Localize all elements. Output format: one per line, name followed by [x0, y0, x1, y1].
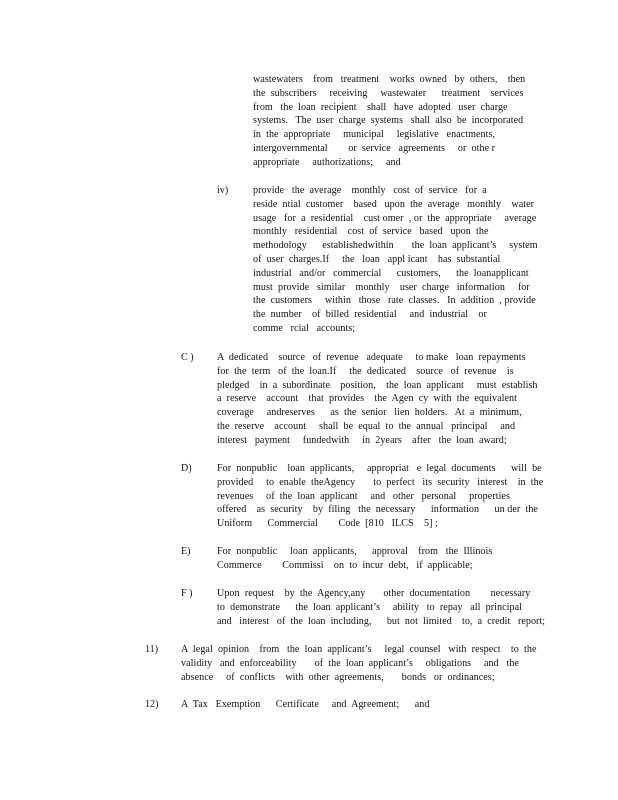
text-line: pledged in a subordinate position, the loan applicant must establish	[217, 379, 538, 391]
text-line: A legal opinion from the loan applicant’s legal counsel with respect to the	[181, 644, 537, 655]
text-line: Upon request by the Agency,any other documentation necessary	[217, 588, 531, 599]
item-f-paragraph	[217, 587, 547, 628]
text-line: provided to enable theAgency to perfect its security interest in the	[217, 476, 544, 488]
text-line: monthly residential cost of service based upon the	[253, 226, 489, 238]
text-line: revenues of the loan applicant and other personal properties	[217, 490, 510, 502]
text-line: for the term of the loan.If the dedicated source of revenue is	[217, 365, 514, 377]
text-line: interest payment fundedwith in 2years after the loan award;	[217, 434, 507, 446]
continued-paragraph	[253, 73, 525, 170]
text-line: industrial and/or commercial customers, the loanapplicant	[253, 267, 529, 279]
text-line: systems. The user charge systems shall also be incorporated	[253, 115, 524, 127]
text-line: and interest of the loan including, but not limited to, a credit report;	[217, 615, 546, 627]
text-line: wastewaters from treatment works owned by others, then	[253, 74, 526, 85]
item-iv-label: iv)	[217, 185, 229, 196]
text-line: the number of billed residential and industrial or	[253, 309, 487, 321]
text-line: Uniform Commercial Code [810 ILCS 5] ;	[217, 518, 438, 530]
text-line: of user charges.If the loan appl icant has substantial	[253, 253, 501, 265]
text-line: appropriate authorizations; and	[253, 156, 401, 168]
text-line: coverage andreserves as the senior lien holders. At a minimum,	[217, 407, 522, 419]
text-line: A Tax Exemption Certificate and Agreement; and	[181, 699, 430, 710]
item-d-label: D)	[181, 463, 192, 474]
text-line: Commerce Commissi on to incur debt, if applicable;	[217, 559, 473, 571]
item-12-paragraph	[181, 698, 429, 712]
text-line: offered as security by filing the necessary information un der the	[217, 504, 538, 516]
text-line: the customers within those rate classes. In addition , provide	[253, 295, 536, 307]
text-line: the subscribers receiving wastewater treatment services	[253, 87, 524, 99]
item-e-label: E)	[181, 546, 191, 557]
text-line: reside ntial customer based upon the average monthly water	[253, 198, 535, 210]
item-e-paragraph	[217, 545, 492, 573]
text-line: comme rcial accounts;	[253, 322, 356, 334]
item-11-paragraph	[181, 643, 536, 684]
item-c-paragraph	[217, 351, 538, 448]
text-line: to demonstrate the loan applicant’s ability to repay all principal	[217, 601, 522, 613]
item-c-label: C )	[181, 352, 194, 363]
text-line: validity and enforceability of the loan applicant’s obligations and the	[181, 657, 519, 669]
text-line: intergovernmental or service agreements or othe r	[253, 142, 496, 154]
text-line: A dedicated source of revenue adequate to make loan repayments	[217, 352, 526, 363]
text-line: in the appropriate municipal legislative enactments,	[253, 129, 496, 141]
text-line: methodology establishedwithin the loan applicant’s system	[253, 240, 538, 252]
text-line: the reserve account shall be equal to the annual principal and	[217, 420, 516, 432]
text-line: absence of conflicts with other agreements, bonds or ordinances;	[181, 671, 495, 683]
item-11-label: 11)	[145, 644, 159, 655]
text-line: provide the average monthly cost of service for a	[253, 185, 487, 196]
text-line: from the loan recipient shall have adopted user charge	[253, 101, 508, 113]
text-line: For nonpublic loan applicants, approval from the Illinois	[217, 546, 493, 557]
item-d-paragraph	[217, 462, 543, 531]
item-iv-paragraph	[253, 184, 538, 336]
text-line: usage for a residential cust omer , or the appropriate average	[253, 212, 537, 224]
text-line: must provide similar monthly user charge information for	[253, 281, 530, 293]
text-line: For nonpublic loan applicants, appropriat e legal documents will be	[217, 463, 542, 474]
item-12-label: 12)	[145, 699, 159, 710]
item-f-label: F )	[181, 588, 193, 599]
text-line: a reserve account that provides the Agen cy with the equivalent	[217, 393, 517, 405]
